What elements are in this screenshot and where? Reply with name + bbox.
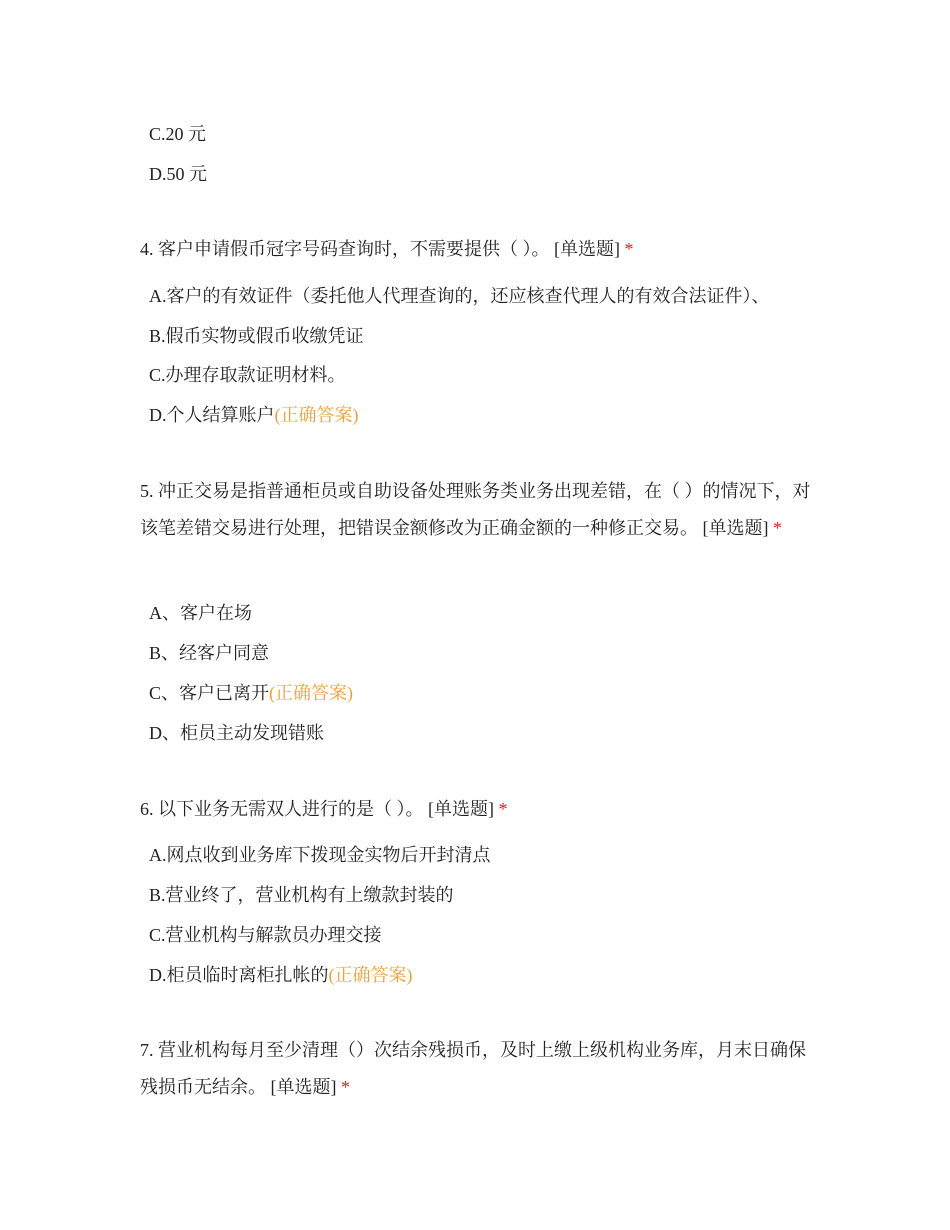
option-text: B、经客户同意 <box>149 643 270 663</box>
question-6-option-b[interactable] <box>149 883 454 907</box>
question-5-title <box>140 473 820 547</box>
option-text: C.20 元 <box>149 124 207 144</box>
option-text: D.50 元 <box>149 164 207 184</box>
option-text: C.办理存取款证明材料。 <box>149 365 346 385</box>
question-4-option-d[interactable] <box>149 403 359 427</box>
required-marker: * <box>498 799 508 819</box>
option-prev-d[interactable] <box>149 162 207 186</box>
option-text: D.柜员临时离柜扎帐的 <box>149 965 329 985</box>
question-5-option-c[interactable] <box>149 681 353 705</box>
correct-answer-marker: (正确答案) <box>269 683 354 703</box>
question-4-option-a[interactable] <box>149 284 770 308</box>
option-text: D、柜员主动发现错账 <box>149 723 324 743</box>
option-prev-c[interactable] <box>149 122 206 146</box>
question-text: 7. 营业机构每月至少清理（）次结余残损币，及时上缴上级机构业务库，月末日确保残损币无结余。 [单选题] <box>140 1040 806 1097</box>
correct-answer-marker: (正确答案) <box>328 965 413 985</box>
required-marker: * <box>341 1077 350 1097</box>
option-text: D.个人结算账户 <box>149 405 275 425</box>
question-4-option-b[interactable] <box>149 324 364 348</box>
option-text: A.客户的有效证件（委托他人代理查询的，还应核查代理人的有效合法证件）、 <box>149 286 770 306</box>
option-text: C、客户已离开 <box>149 683 270 703</box>
question-4-option-c[interactable] <box>149 363 346 387</box>
option-text: B.假币实物或假币收缴凭证 <box>149 326 364 346</box>
question-5-option-a[interactable] <box>149 601 252 625</box>
required-marker: * <box>624 239 634 259</box>
question-6-title <box>140 791 820 828</box>
option-text: C.营业机构与解款员办理交接 <box>149 925 382 945</box>
question-4-title <box>140 231 820 268</box>
question-5-option-d[interactable] <box>149 721 324 745</box>
option-text: A.网点收到业务库下拨现金实物后开封清点 <box>149 845 491 865</box>
question-text: 6. 以下业务无需双人进行的是（ ）。 [单选题] <box>140 799 494 819</box>
question-text: 5. 冲正交易是指普通柜员或自助设备处理账务类业务出现差错，在（ ）的情况下，对该笔差错交易进行处理，把错误金额修改为正确金额的一种修正交易。 [单选题] <box>140 481 811 538</box>
question-6-option-a[interactable] <box>149 843 491 867</box>
question-6-option-d[interactable] <box>149 963 413 987</box>
question-6-option-c[interactable] <box>149 923 382 947</box>
question-text: 4. 客户申请假币冠字号码查询时，不需要提供（ ）。 [单选题] <box>140 239 620 259</box>
option-text: B.营业终了，营业机构有上缴款封装的 <box>149 885 454 905</box>
option-text: A、客户在场 <box>149 603 252 623</box>
question-5-option-b[interactable] <box>149 641 269 665</box>
question-7-title <box>140 1032 820 1106</box>
required-marker: * <box>773 518 782 538</box>
correct-answer-marker: (正确答案) <box>274 405 359 425</box>
